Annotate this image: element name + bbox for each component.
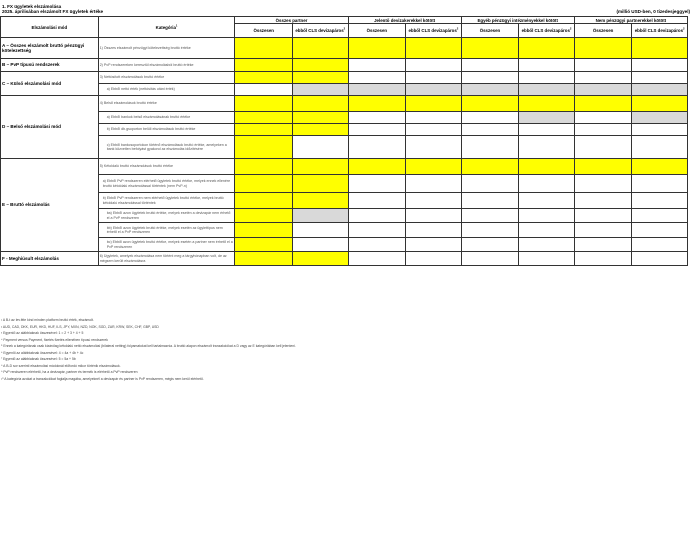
footnote: ⁵ Ennek a kategóriának csak kizárólag kétoldalú nettó elszámolási (bilateral netting) folyamatokat kell tartalmaznia. A bruttó alapon elszámolt tranzakciókat a D vagy az E kategóriában kell jelenteni. xyxy=(1,344,296,348)
input-cell-total[interactable] xyxy=(235,38,293,59)
input-cell-total xyxy=(574,238,632,252)
input-cell-cls xyxy=(632,124,688,136)
input-cell-cls xyxy=(519,175,575,193)
method-cell: A – Összes elszámolt bruttó pénzügyi kötelezettség xyxy=(1,38,99,59)
input-cell-total xyxy=(461,223,519,238)
input-cell-total xyxy=(461,59,519,72)
subheader-total: Összesen xyxy=(235,24,293,38)
input-cell-total[interactable] xyxy=(235,175,293,193)
subheader-cls: ebből CLS devizapáros$^2$ xyxy=(519,24,575,38)
input-cell-cls[interactable] xyxy=(519,96,575,112)
input-cell-cls[interactable] xyxy=(293,175,349,193)
input-cell-total xyxy=(461,72,519,84)
input-cell-cls xyxy=(406,175,462,193)
category-cell: a) Ebből PvP rendszeren elérhető ügyletek bruttó értéke, melyek ennek ellenére bruttó kétoldalú elszámolással történtek (nem PvP-n) xyxy=(98,175,235,193)
input-cell-cls[interactable] xyxy=(519,159,575,175)
header-method: Elszámolási mód xyxy=(1,17,99,38)
input-cell-total[interactable] xyxy=(235,238,293,252)
table-row xyxy=(1,59,688,72)
input-cell-cls[interactable] xyxy=(632,38,688,59)
input-cell-total xyxy=(574,175,632,193)
subheader-cls: ebből CLS devizapáros$^2$ xyxy=(293,24,349,38)
unit-note: (millió USD-ben, 0 tizedesjeggyel) xyxy=(616,9,690,14)
input-cell-cls xyxy=(519,72,575,84)
footnote: ¹⁰ A kategória azokat a tranzakciókat foglalja magába, amelyeknél a devizapár és partner is PvP rendszeren, mégis nem kerül elérhető. xyxy=(1,376,204,381)
input-cell-cls xyxy=(406,112,462,124)
input-cell-total[interactable] xyxy=(461,96,519,112)
input-cell-total[interactable] xyxy=(235,136,293,159)
table-row xyxy=(1,112,688,124)
input-cell-cls xyxy=(632,209,688,223)
input-cell-total xyxy=(574,193,632,209)
input-cell-cls xyxy=(519,193,575,209)
input-cell-cls xyxy=(406,136,462,159)
group-header-other-financial: Egyéb pénzügyi intézményekkel kötött xyxy=(461,17,574,24)
table-row xyxy=(1,136,688,159)
input-cell-cls xyxy=(632,252,688,266)
table-row xyxy=(1,193,688,209)
input-cell-total xyxy=(461,238,519,252)
input-cell-total xyxy=(574,72,632,84)
input-cell-cls[interactable] xyxy=(293,96,349,112)
input-cell-total[interactable] xyxy=(235,59,293,72)
category-cell: ba) Ebből azon ügyletek bruttó értéke, melyek esetén a devizapár nem érhető el a PvP rendszeren xyxy=(98,209,235,223)
input-cell-total xyxy=(574,252,632,266)
input-cell-total[interactable] xyxy=(235,193,293,209)
input-cell-total xyxy=(348,223,406,238)
input-cell-cls xyxy=(406,124,462,136)
input-cell-cls xyxy=(519,112,575,124)
input-cell-total[interactable] xyxy=(235,209,293,223)
input-cell-cls[interactable] xyxy=(293,252,349,266)
input-cell-total xyxy=(461,175,519,193)
group-header-all-partners: Összes partner xyxy=(235,17,348,24)
footnote: ³ Egyenlő az alábbiaknak összesével: 1 = 2 + 3 + 4 + 5 xyxy=(1,331,84,335)
category-cell: 5) Kétoldalú bruttó elszámolások bruttó értéke xyxy=(98,159,235,175)
input-cell-cls[interactable] xyxy=(406,38,462,59)
subheader-total: Összesen xyxy=(574,24,632,38)
method-cell: E – Bruttó elszámolás xyxy=(1,159,99,252)
input-cell-cls[interactable] xyxy=(406,96,462,112)
input-cell-cls xyxy=(406,238,462,252)
input-cell-total xyxy=(574,136,632,159)
subheader-cls: ebből CLS devizapáros$^2$ xyxy=(406,24,462,38)
input-cell-total[interactable] xyxy=(461,38,519,59)
input-cell-total xyxy=(461,252,519,266)
input-cell-cls xyxy=(519,59,575,72)
input-cell-total[interactable] xyxy=(348,38,406,59)
table-body xyxy=(1,38,688,266)
input-cell-total xyxy=(348,193,406,209)
table-row xyxy=(1,238,688,252)
input-cell-total xyxy=(574,209,632,223)
input-cell-cls xyxy=(632,72,688,84)
input-cell-cls xyxy=(519,84,575,96)
footnote: ¹ A B-t az lev.féle kind minden platform bruttó érték, elszámolt. xyxy=(1,318,94,322)
input-cell-cls xyxy=(519,238,575,252)
input-cell-cls xyxy=(406,193,462,209)
category-cell: bb) Ebből azon ügyletek bruttó értéke, melyek esetén az ügylettípus nem érhető el a PvP rendszeren xyxy=(98,223,235,238)
input-cell-total xyxy=(348,252,406,266)
input-cell-cls xyxy=(406,252,462,266)
method-cell: C – Külső elszámolási mód xyxy=(1,72,99,96)
input-cell-total[interactable] xyxy=(461,159,519,175)
input-cell-cls[interactable] xyxy=(293,59,349,72)
input-cell-total xyxy=(348,59,406,72)
category-cell: 4) Belső elszámolások bruttó értéke xyxy=(98,96,235,112)
input-cell-cls xyxy=(519,209,575,223)
input-cell-total xyxy=(348,84,406,96)
category-cell: a) Ebből nettó érték (nettósítás utáni érték) xyxy=(98,84,235,96)
input-cell-total xyxy=(461,136,519,159)
category-cell: c) Ebből bankcsoportokon történő elszámolások bruttó értéke, amelyeken a bank közvetlen befolyást gyakorol az elszámolás időzítésére xyxy=(98,136,235,159)
footnote: ⁸ A B-D sor szerinti elszámolási módoknál előfordó mikor történik elszámolásuk. xyxy=(1,363,121,368)
input-cell-total xyxy=(461,209,519,223)
input-cell-total[interactable] xyxy=(235,72,293,84)
input-cell-total[interactable] xyxy=(348,159,406,175)
category-cell: 1) Összes elszámolt pénzügyi kötelezettség bruttó értéke xyxy=(98,38,235,59)
input-cell-cls xyxy=(406,209,462,223)
input-cell-total[interactable] xyxy=(235,252,293,266)
table-row xyxy=(1,84,688,96)
input-cell-total xyxy=(348,72,406,84)
input-cell-total xyxy=(348,112,406,124)
input-cell-cls xyxy=(406,84,462,96)
input-cell-total xyxy=(461,84,519,96)
subheader-total: Összesen xyxy=(348,24,406,38)
input-cell-cls[interactable] xyxy=(632,96,688,112)
table-row xyxy=(1,175,688,193)
input-cell-cls xyxy=(632,59,688,72)
input-cell-total[interactable] xyxy=(574,96,632,112)
input-cell-total xyxy=(348,209,406,223)
input-cell-cls xyxy=(519,136,575,159)
footnote: ⁷ Egyenlő az alábbiaknak összesével: 5 = 5a + 5b xyxy=(1,357,76,361)
header-category: Kategória$^1$ xyxy=(98,17,235,38)
input-cell-total[interactable] xyxy=(574,38,632,59)
input-cell-cls xyxy=(519,252,575,266)
category-cell: b) Ebből db.gsoporton belüli elszámolások bruttó értéke xyxy=(98,124,235,136)
table-row xyxy=(1,38,688,59)
input-cell-cls xyxy=(519,124,575,136)
method-cell: F - Meghiúsult elszámolás xyxy=(1,252,99,266)
input-cell-cls xyxy=(632,84,688,96)
input-cell-cls xyxy=(293,238,349,252)
input-cell-total[interactable] xyxy=(235,96,293,112)
table-row xyxy=(1,252,688,266)
group-header-non-financial: Nem pénzügyi partnerekkel kötött xyxy=(574,17,687,24)
input-cell-total xyxy=(348,175,406,193)
category-cell: 6) Ügyletek, amelyek elszámolása nem történt meg a tárgyhónapban volt, de az mégsem került elszámolásra xyxy=(98,252,235,266)
table-row xyxy=(1,159,688,175)
table-row xyxy=(1,223,688,238)
input-cell-cls[interactable] xyxy=(632,159,688,175)
table-row xyxy=(1,124,688,136)
input-cell-cls xyxy=(632,193,688,209)
category-cell: bc) Ebből azon ügyletek bruttó értéke, melyek esetén a partner nem érhető el a PvP rendszeren xyxy=(98,238,235,252)
input-cell-cls xyxy=(293,209,349,223)
input-cell-cls[interactable] xyxy=(293,159,349,175)
method-cell: B – PvP típusú rendszerek xyxy=(1,59,99,72)
input-cell-cls xyxy=(293,223,349,238)
input-cell-total xyxy=(235,84,293,96)
input-cell-cls[interactable] xyxy=(293,38,349,59)
input-cell-cls xyxy=(406,223,462,238)
footnote: ² AUD, CAD, DKK, EUR, HKD, HUF, ILS, JPY, MXN, NZD, NOK, SGD, ZAR, KRW, SEK, CHF, GBP, USD xyxy=(1,324,159,329)
input-cell-cls[interactable] xyxy=(293,193,349,209)
input-cell-cls[interactable] xyxy=(293,112,349,124)
input-cell-cls[interactable] xyxy=(519,38,575,59)
input-cell-total xyxy=(574,112,632,124)
table-row xyxy=(1,209,688,223)
input-cell-total xyxy=(348,136,406,159)
input-cell-total[interactable] xyxy=(235,124,293,136)
table-row xyxy=(1,96,688,112)
input-cell-cls[interactable] xyxy=(293,124,349,136)
input-cell-total xyxy=(461,112,519,124)
doc-title: 1. FX ügyletek elszámolása xyxy=(2,4,62,9)
input-cell-total xyxy=(461,124,519,136)
input-cell-cls[interactable] xyxy=(293,72,349,84)
input-cell-cls xyxy=(632,136,688,159)
table-row xyxy=(1,72,688,84)
input-cell-cls[interactable] xyxy=(406,159,462,175)
input-cell-cls xyxy=(293,84,349,96)
input-cell-cls xyxy=(406,72,462,84)
method-cell: D – Belső elszámolási mód xyxy=(1,96,99,159)
input-cell-total xyxy=(348,124,406,136)
input-cell-total xyxy=(574,59,632,72)
subheader-total: Összesen xyxy=(461,24,519,38)
input-cell-cls xyxy=(293,136,349,159)
subheader-cls: ebből CLS devizapáros$^2$ xyxy=(632,24,688,38)
footnotes xyxy=(1,317,671,382)
input-cell-total[interactable] xyxy=(235,159,293,175)
input-cell-total xyxy=(574,223,632,238)
category-cell: 2) PvP rendszereken keresztül elszámolásból bruttó értéke xyxy=(98,59,235,72)
input-cell-total xyxy=(461,193,519,209)
category-cell: a) Ebből bankok belső elszámolásának bruttó értéke xyxy=(98,112,235,124)
input-cell-cls xyxy=(519,223,575,238)
input-cell-total[interactable] xyxy=(348,96,406,112)
input-cell-cls xyxy=(406,59,462,72)
input-cell-total[interactable] xyxy=(574,159,632,175)
fx-settlement-table xyxy=(0,16,688,266)
input-cell-total[interactable] xyxy=(235,223,293,238)
group-header-reporting-dealers: Jelentő devizakerekkel kötött xyxy=(348,17,461,24)
footnote: ⁶ Egyenlő az alábbiaknak összesével: 4 = 4a + 4b + 4c xyxy=(1,350,84,355)
input-cell-total xyxy=(348,238,406,252)
category-cell: 3) Nettósított elszámolások bruttó értéke xyxy=(98,72,235,84)
input-cell-total xyxy=(574,84,632,96)
input-cell-cls xyxy=(632,175,688,193)
input-cell-cls xyxy=(632,238,688,252)
input-cell-total[interactable] xyxy=(235,112,293,124)
input-cell-cls xyxy=(632,223,688,238)
footnote: ⁹ PvP rendszeren elérhető, ha a devizapár, partner és termék is elérhető a PvP rendszeren xyxy=(1,370,138,374)
category-cell: b) Ebből PvP rendszeren nem elérhető ügyletek bruttó értéke, melyek bruttó kétoldalú elszámolással történtek xyxy=(98,193,235,209)
doc-subtitle: 2025. áprilisában elszámolt FX ügyletek értéke xyxy=(2,9,104,14)
input-cell-cls xyxy=(632,112,688,124)
input-cell-total xyxy=(574,124,632,136)
footnote: ⁴ Payment versus Payment, fizetés fizetés ellenében típusú rendszerek xyxy=(1,337,108,342)
